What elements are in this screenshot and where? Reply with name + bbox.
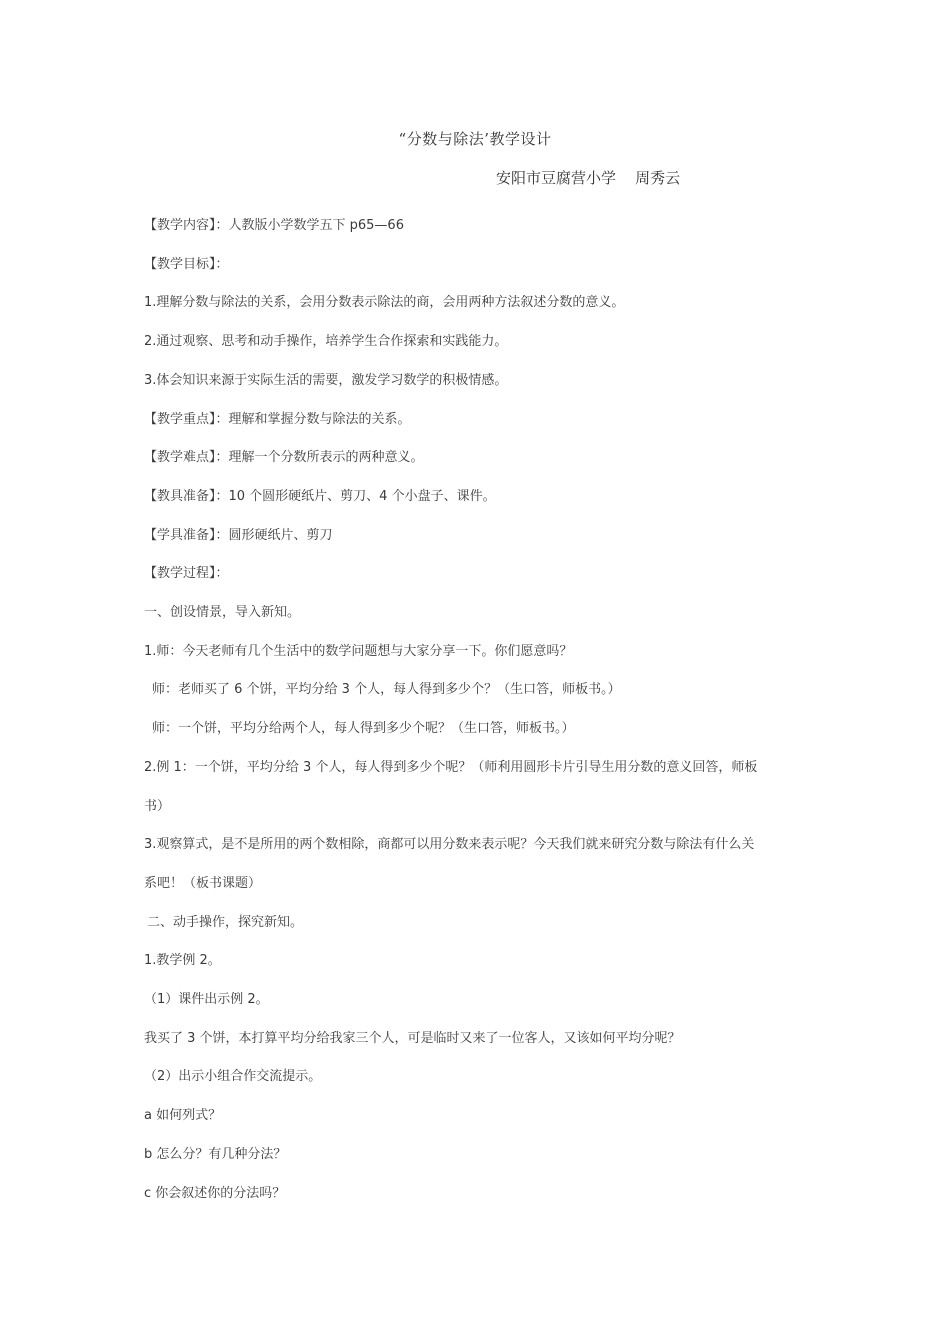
prompt-c: c 你会叙述你的分法吗？ (144, 1185, 286, 1201)
document-title: “分数与除法’教学设计 (398, 130, 552, 148)
step-3-continued: 系吧！（板书课题） (144, 875, 262, 891)
step-3: 3.观察算式，是不是所用的两个数相除，商都可以用分数来表示呢？今天我们就来研究分数与除法有什么关 (144, 837, 755, 853)
paragraph-teacher-materials: 【教具准备】：10 个圆形硬纸片、剪刀、4 个小盘子、课件。 (144, 488, 496, 504)
teacher-line-1: 师：老师买了 6 个饼，平均分给 3 个人，每人得到多少个？（生口答，师板书。） (152, 682, 621, 698)
step-1: 1.师：今天老师有几个生活中的数学问题想与大家分享一下。你们愿意吗？ (144, 643, 573, 659)
paragraph-difficulty: 【教学难点】：理解一个分数所表示的两种意义。 (144, 450, 424, 466)
document-author: 安阳市豆腐营小学 周秀云 (496, 169, 681, 187)
goal-1: 1.理解分数与除法的关系，会用分数表示除法的商，会用两种方法叙述分数的意义。 (144, 295, 625, 311)
example-2-step-1: （1）课件出示例 2。 (144, 992, 269, 1008)
goal-2: 2.通过观察、思考和动手操作，培养学生合作探索和实践能力。 (144, 334, 508, 350)
section-1-heading: 一、创设情景，导入新知。 (144, 605, 301, 621)
document-body (144, 207, 814, 1213)
paragraph-teaching-content: 【教学内容】：人教版小学数学五下 p65—66 (144, 218, 404, 233)
teacher-line-2: 师：一个饼，平均分给两个人，每人得到多少个呢？（生口答，师板书。） (152, 721, 575, 737)
paragraph-student-materials: 【学具准备】：圆形硬纸片、剪刀 (144, 527, 333, 543)
prompt-b: b 怎么分？有几种分法？ (144, 1146, 287, 1162)
section-2-heading: 二、动手操作，探究新知。 (147, 914, 304, 930)
example-2-heading: 1.教学例 2。 (144, 953, 221, 969)
goal-3: 3.体会知识来源于实际生活的需要，激发学习数学的积极情感。 (144, 372, 508, 388)
paragraph-key-point: 【教学重点】：理解和掌握分数与除法的关系。 (144, 411, 411, 427)
prompt-a: a 如何列式？ (144, 1108, 222, 1124)
heading-teaching-process: 【教学过程】： (144, 566, 229, 582)
example-2-step-2: （2）出示小组合作交流提示。 (144, 1069, 322, 1085)
step-2-continued: 书） (144, 798, 171, 814)
step-2: 2.例 1：一个饼，平均分给 3 个人，每人得到多少个呢？（师利用圆形卡片引导生用分数的意义回答，师板 (144, 759, 758, 775)
example-2-problem: 我买了 3 个饼，本打算平均分给我家三个人，可是临时又来了一位客人，又该如何平均分呢？ (144, 1030, 681, 1046)
heading-teaching-goals: 【教学目标】： (144, 256, 229, 272)
